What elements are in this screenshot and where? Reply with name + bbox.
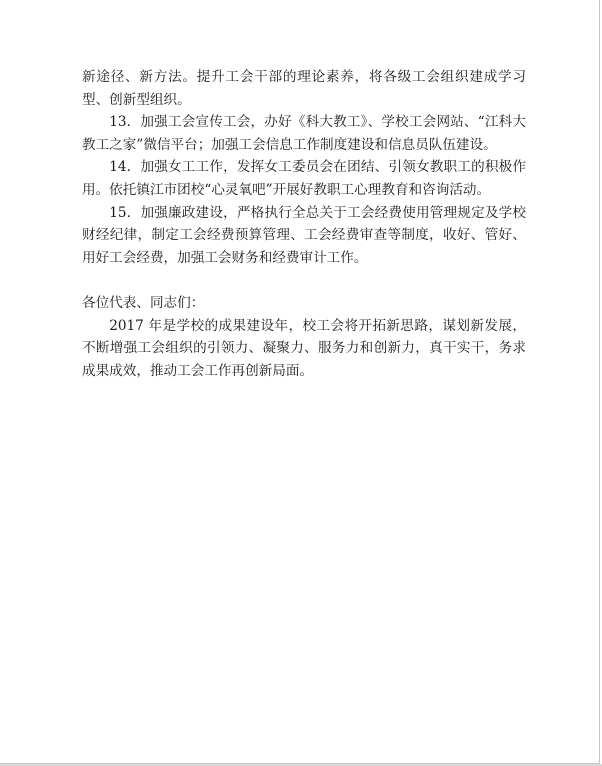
paragraph-item-13: 13．加强工会宣传工会，办好《科大教工》、学校工会网站、“江科大教工之家”微信平台；加强工会信息工作制度建设和信息员队伍建设。 <box>82 114 526 153</box>
document-body <box>82 66 526 382</box>
paragraph-continuation: 新途径、新方法。提升工会干部的理论素养，将各级工会组织建成学习型、创新型组织。 <box>82 69 526 108</box>
paragraph-spacer <box>82 269 526 292</box>
paragraph-item-15: 15．加强廉政建设，严格执行全总关于工会经费使用管理规定及学校财经纪律，制定工会经费预算管理、工会经费审查等制度，收好、管好、用好工会经费，加强工会财务和经费审计工作。 <box>82 204 526 266</box>
paragraph-item-14: 14．加强女工工作，发挥女工委员会在团结、引领女教职工的积极作用。依托镇江市团校“心灵氧吧”开展好教职工心理教育和咨询活动。 <box>82 159 526 198</box>
closing-paragraph: 2017 年是学校的成果建设年，校工会将开拓新思路，谋划新发展，不断增强工会组织的引领力、凝聚力、服务力和创新力，真干实干，务求成果成效，推动工会工作再创新局面。 <box>82 317 526 379</box>
salutation: 各位代表、同志们： <box>82 294 205 311</box>
